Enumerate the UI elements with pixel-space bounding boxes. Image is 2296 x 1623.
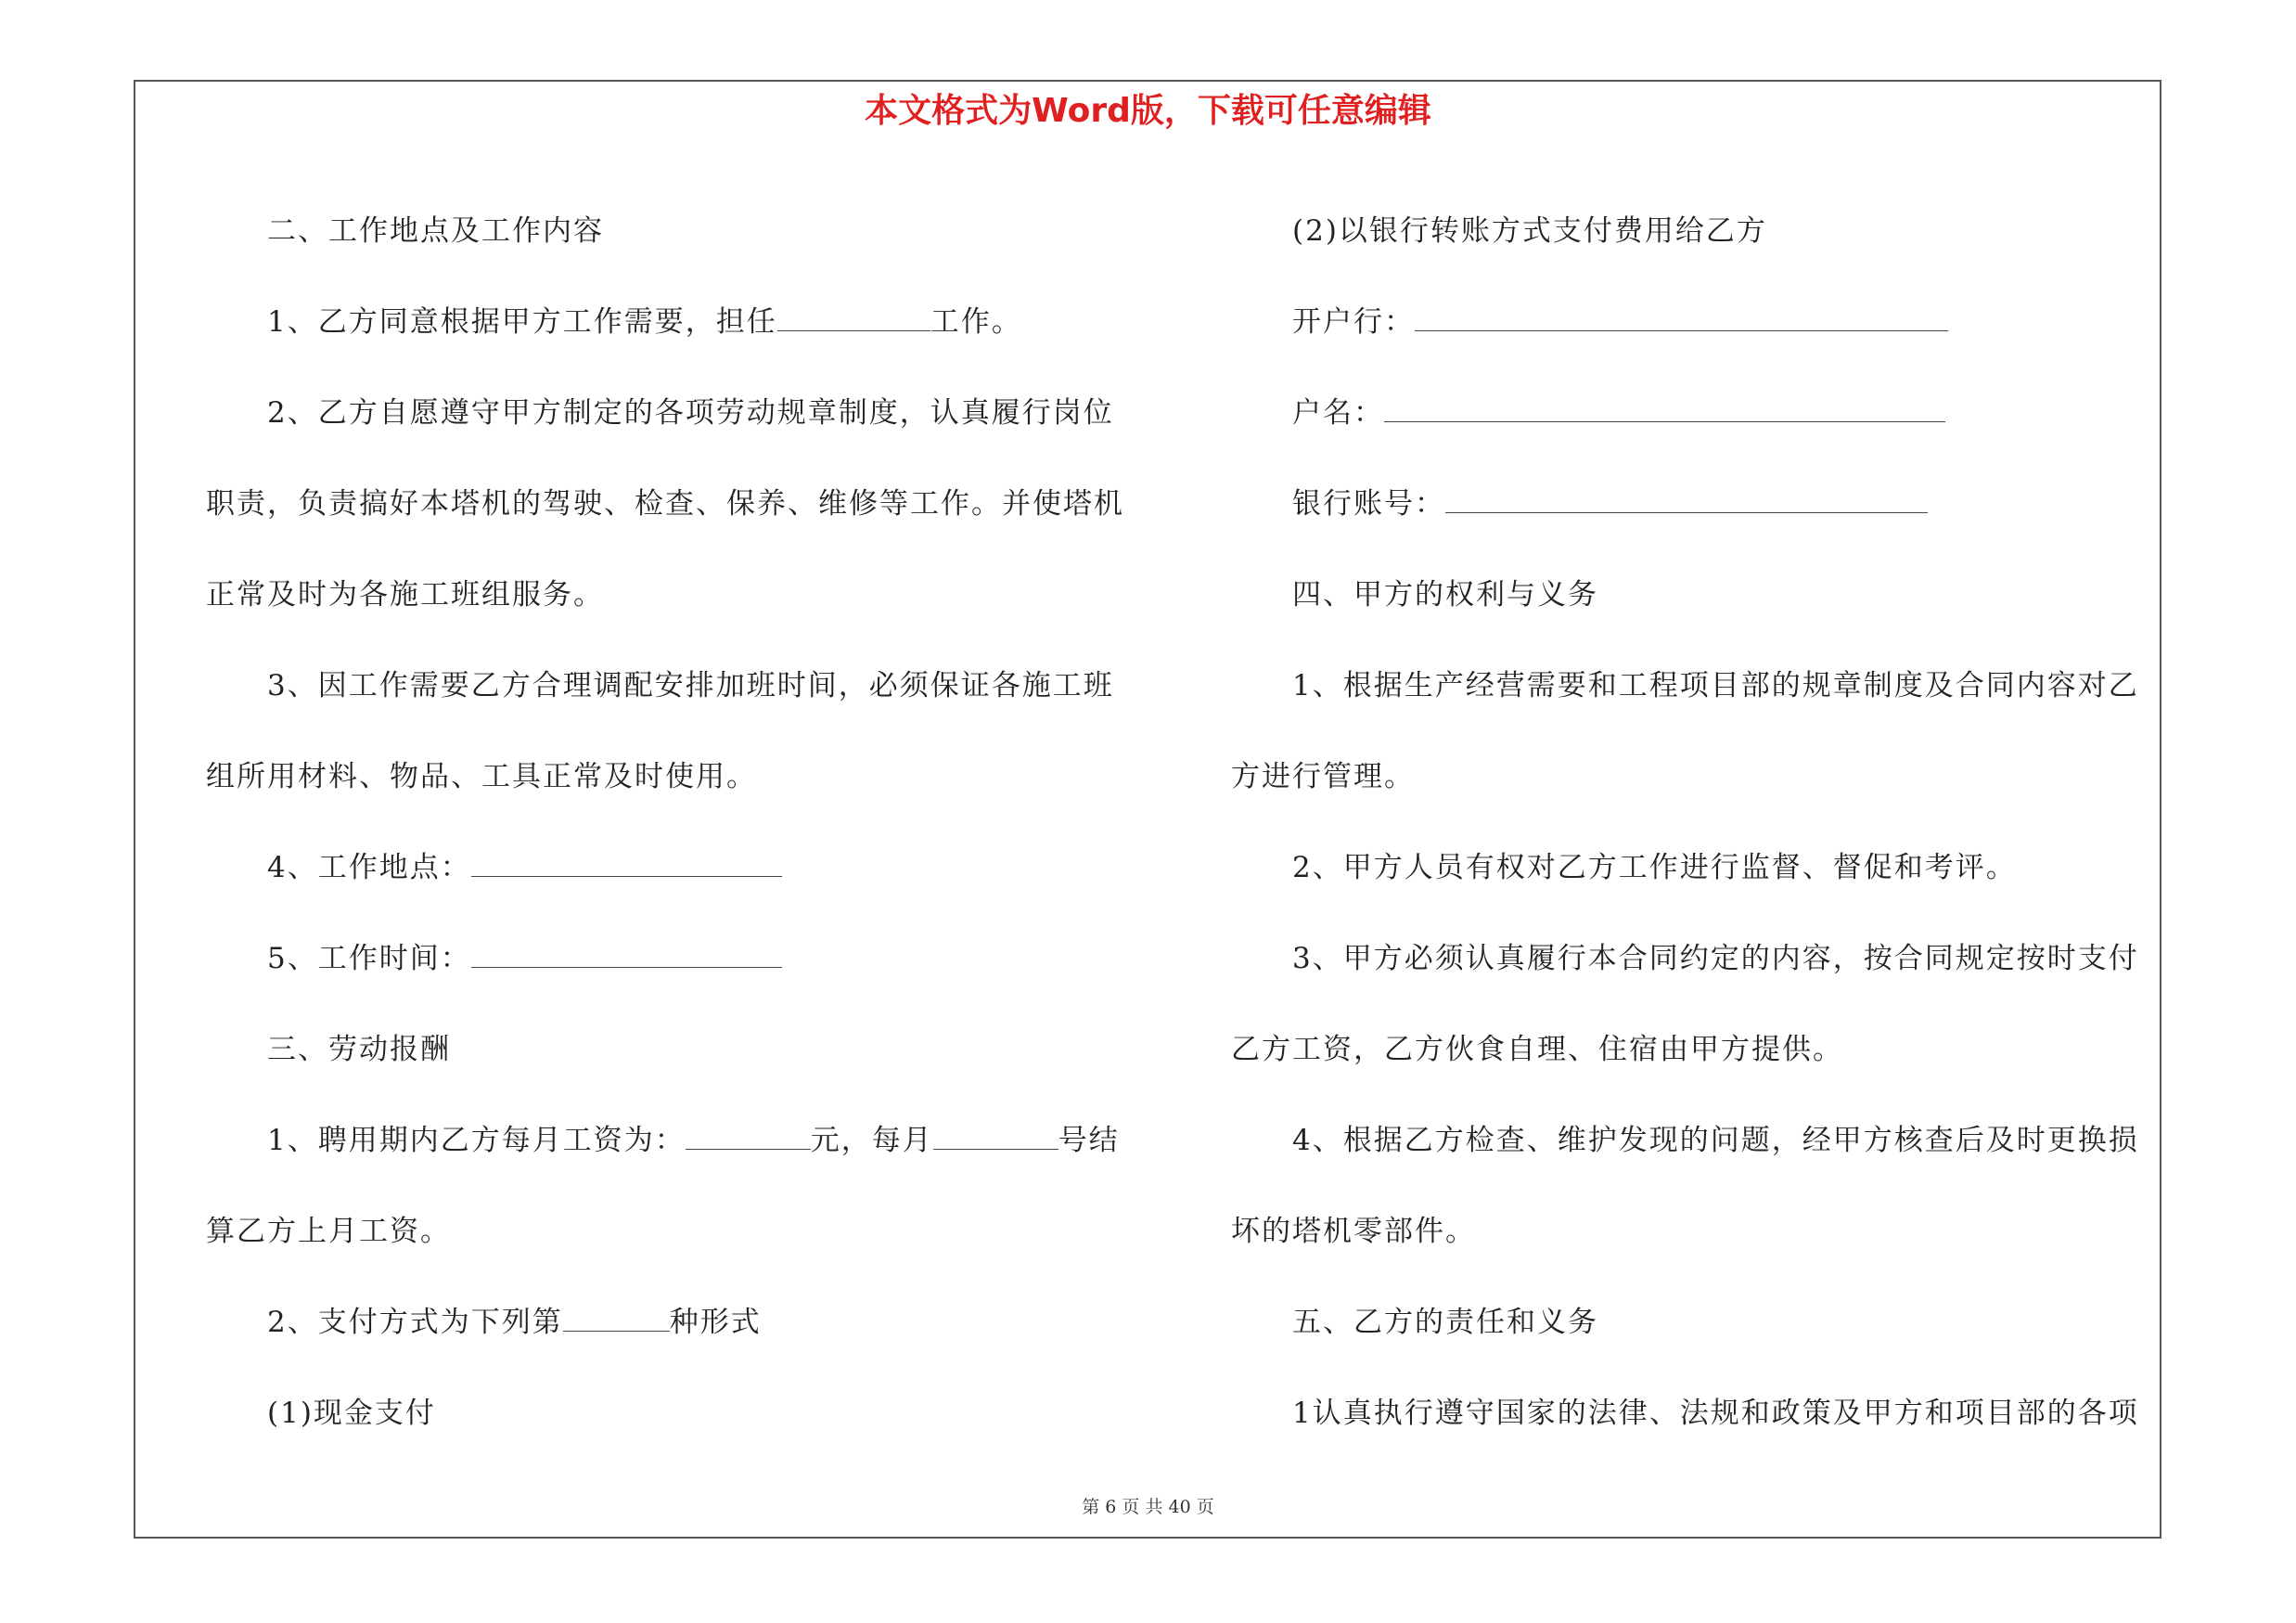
paragraph: 1认真执行遵守国家的法律、法规和政策及甲方和项目部的各项 bbox=[1292, 1397, 2139, 1430]
paragraph-continuation: 方进行管理。 bbox=[1231, 760, 1415, 793]
paragraph: 户名： bbox=[1231, 367, 2155, 458]
section-title: 五、乙方的责任和义务 bbox=[1292, 1306, 1598, 1339]
paragraph: 开户行： bbox=[1231, 277, 2155, 367]
paragraph-continuation: 坏的塔机零部件。 bbox=[1231, 1215, 1476, 1248]
paragraph-continuation: 组所用材料、物品、工具正常及时使用。 bbox=[206, 760, 757, 793]
fill-in-blank bbox=[1415, 303, 1948, 331]
right-column bbox=[1231, 186, 2155, 1459]
paragraph: 1、乙方同意根据甲方工作需要，担任 工作。 bbox=[206, 277, 1134, 367]
format-banner: 本文格式为Word版，下载可任意编辑 bbox=[865, 92, 1431, 130]
paragraph: 2、甲方人员有权对乙方工作进行监督、督促和考评。 bbox=[1292, 851, 2017, 884]
fill-in-blank bbox=[933, 1122, 1058, 1150]
section-title: 二、工作地点及工作内容 bbox=[267, 214, 604, 248]
paragraph: 4、根据乙方检查、维护发现的问题，经甲方核查后及时更换损 bbox=[1292, 1124, 2139, 1157]
paragraph: 3、因工作需要乙方合理调配安排加班时间，必须保证各施工班 bbox=[267, 669, 1114, 702]
paragraph: 1、根据生产经营需要和工程项目部的规章制度及合同内容对乙 bbox=[1292, 669, 2139, 702]
section-title: 四、甲方的权利与义务 bbox=[1292, 578, 1598, 612]
fill-in-blank bbox=[1445, 485, 1928, 513]
paragraph-continuation: 职责，负责搞好本塔机的驾驶、检查、保养、维修等工作。并使塔机 bbox=[206, 487, 1124, 521]
paragraph: 银行账号： bbox=[1231, 458, 2155, 549]
paragraph: 4、工作地点： bbox=[206, 822, 1134, 913]
left-column bbox=[206, 186, 1134, 1459]
fill-in-blank bbox=[777, 303, 930, 331]
paragraph: 5、工作时间： bbox=[206, 913, 1134, 1004]
fill-in-blank bbox=[1384, 394, 1945, 422]
paragraph: 2、乙方自愿遵守甲方制定的各项劳动规章制度，认真履行岗位 bbox=[267, 396, 1114, 430]
section-title: 三、劳动报酬 bbox=[267, 1033, 451, 1066]
fill-in-blank bbox=[563, 1304, 670, 1332]
fill-in-blank bbox=[471, 940, 782, 968]
paragraph-continuation: 乙方工资，乙方伙食自理、住宿由甲方提供。 bbox=[1231, 1033, 1843, 1066]
paragraph-continuation: 算乙方上月工资。 bbox=[206, 1215, 451, 1248]
paragraph: 3、甲方必须认真履行本合同约定的内容，按合同规定按时支付 bbox=[1292, 942, 2139, 975]
page-number-footer: 第 6 页 共 40 页 bbox=[1082, 1497, 1214, 1517]
fill-in-blank bbox=[471, 849, 782, 877]
paragraph: (2)以银行转账方式支付费用给乙方 bbox=[1292, 214, 1767, 248]
paragraph: (1)现金支付 bbox=[267, 1397, 436, 1430]
paragraph: 1、聘用期内乙方每月工资为： 元，每月 号结 bbox=[206, 1095, 1134, 1186]
fill-in-blank bbox=[686, 1122, 811, 1150]
paragraph-continuation: 正常及时为各施工班组服务。 bbox=[206, 578, 604, 612]
paragraph: 2、支付方式为下列第 种形式 bbox=[206, 1277, 1134, 1368]
